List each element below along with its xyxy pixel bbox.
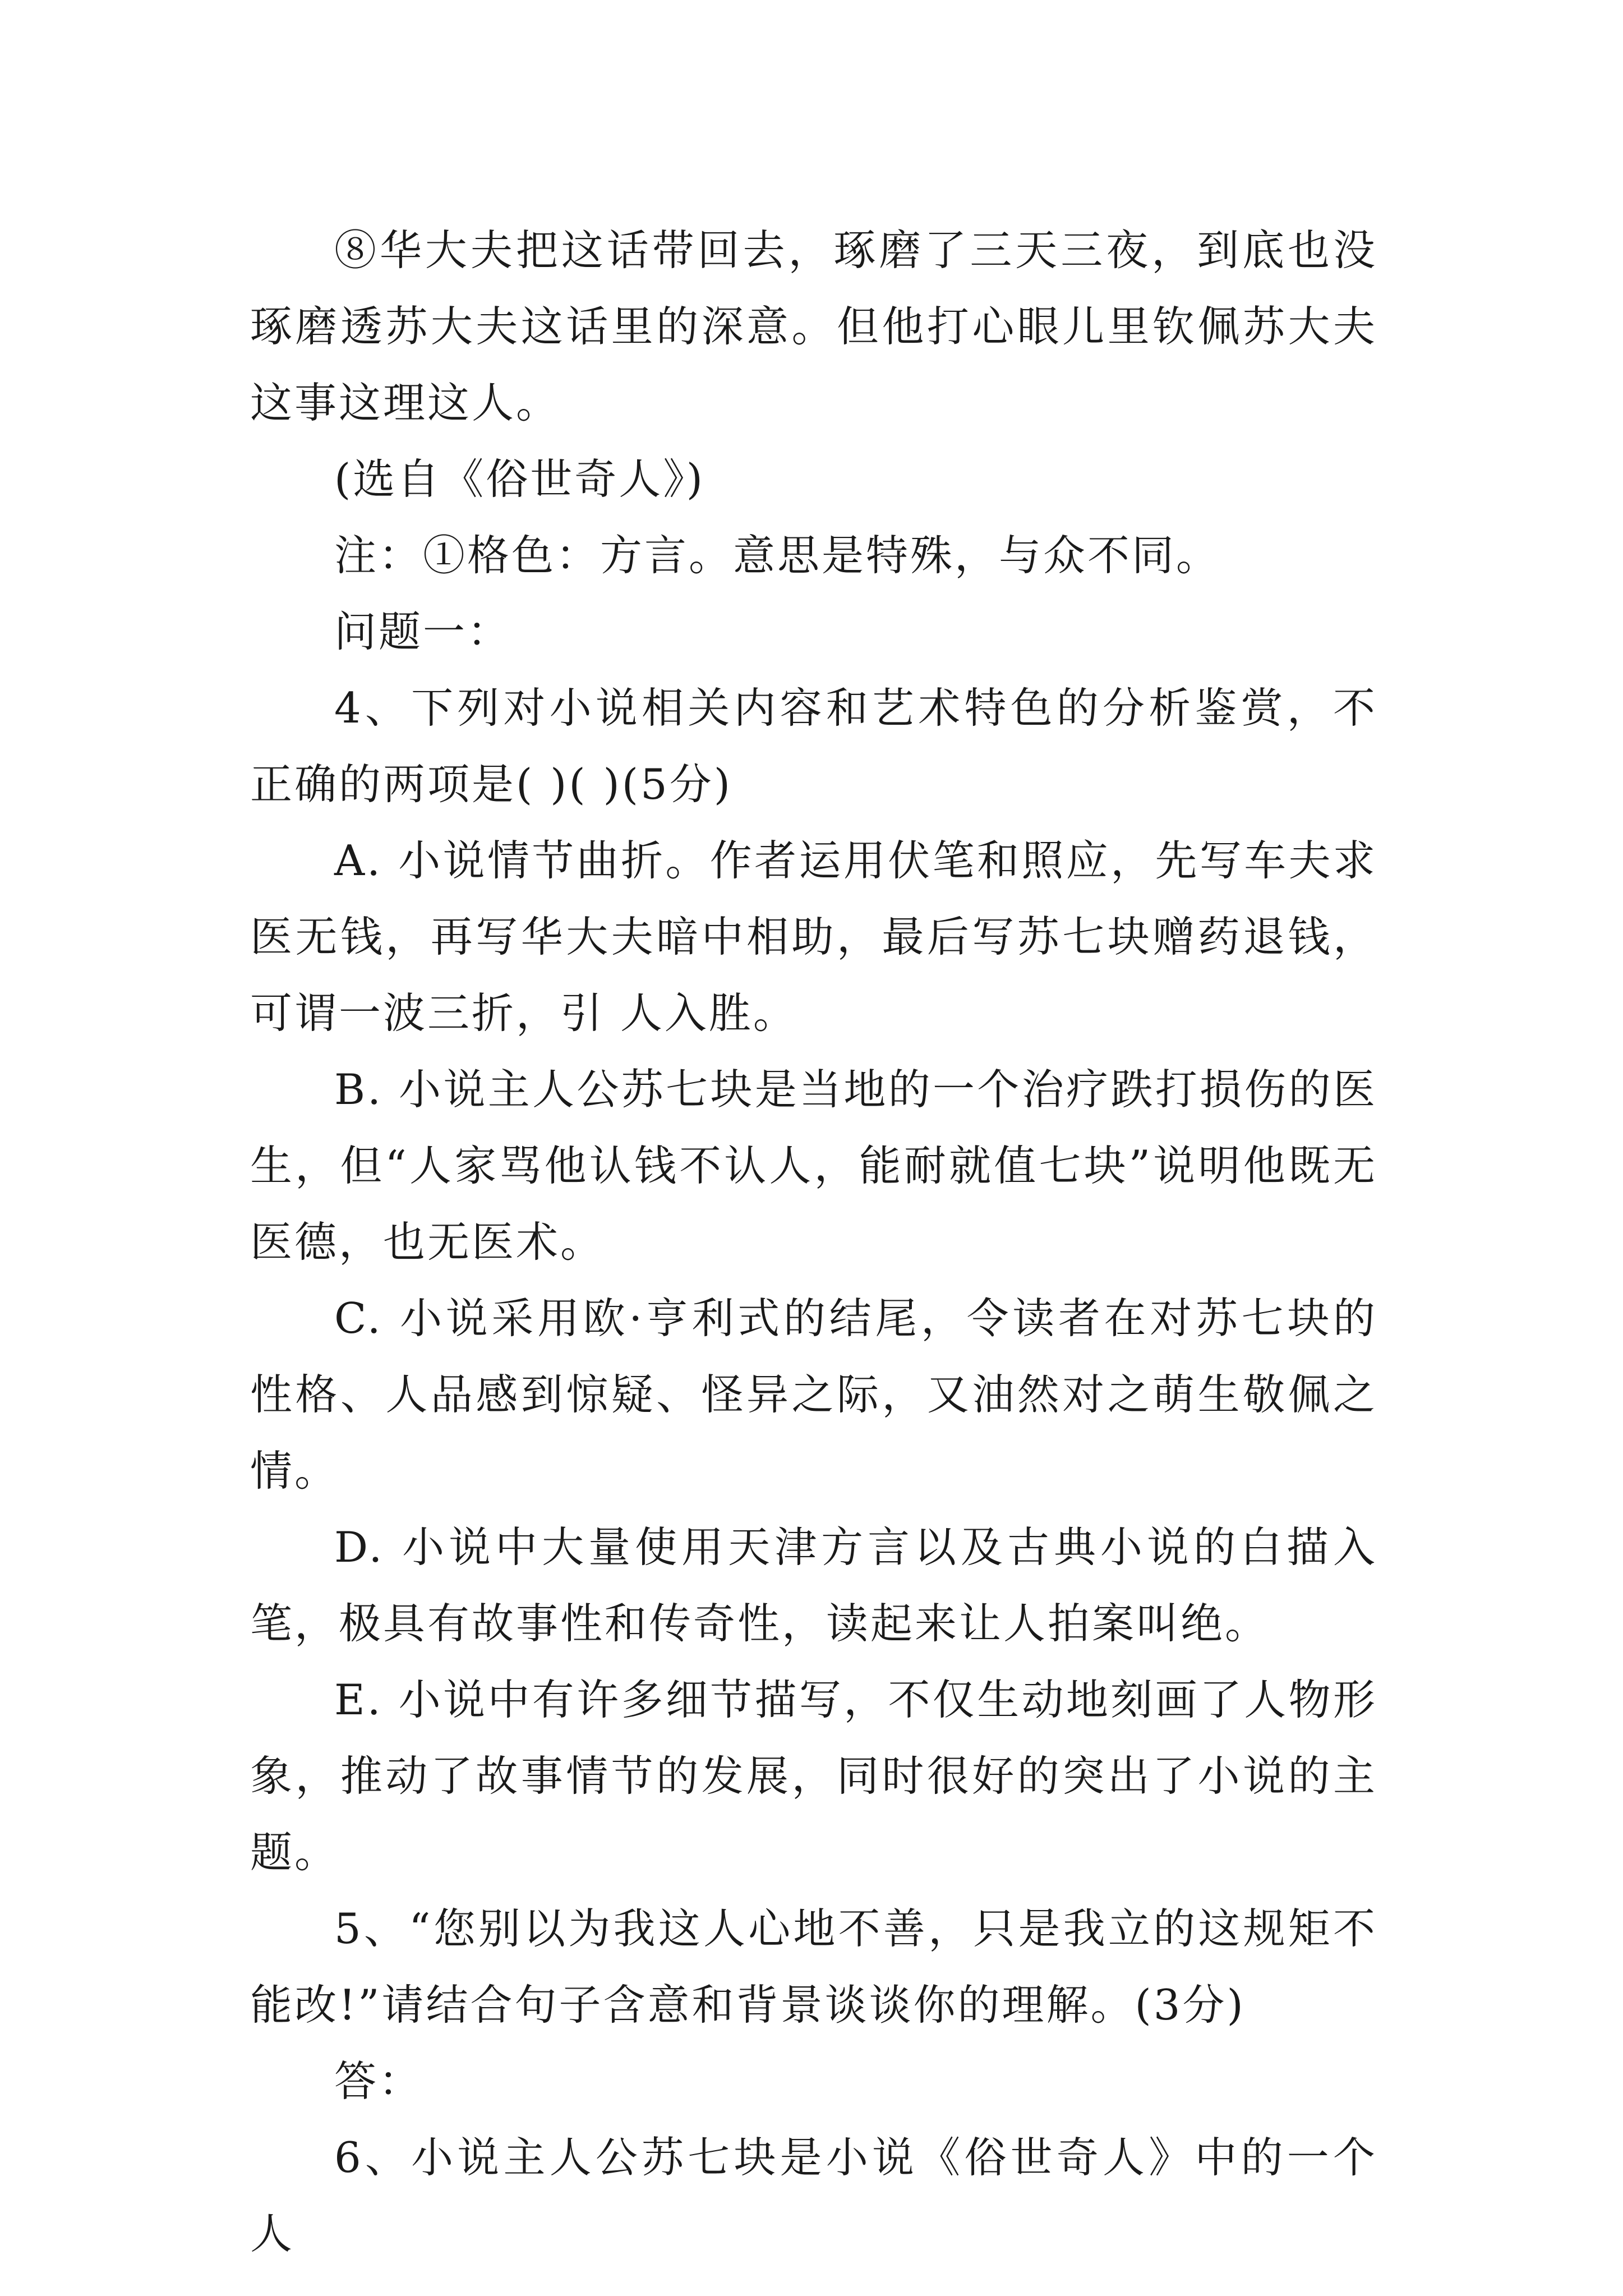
- option-a: A. 小说情节曲折。作者运用伏笔和照应，先写车夫求医无钱，再写华大夫暗中相助，最后写苏七块赠药退钱，可谓一波三折，引 人入胜。: [250, 836, 1377, 1038]
- option-e: E. 小说中有许多细节描写，不仅生动地刻画了人物形象，推动了故事情节的发展，同时很好的突出了小说的主题。: [250, 1675, 1377, 1877]
- question-4: 4、下列对小说相关内容和艺术特色的分析鉴赏，不正确的两项是( )( )(5分): [250, 683, 1377, 809]
- question-6: 6、小说主人公苏七块是小说《俗世奇人》中的一个人: [250, 2133, 1377, 2258]
- question-5: 5、“您别以为我这人心地不善，只是我立的这规矩不能改!”请结合句子含意和背景谈谈你的理解。(3分): [250, 1904, 1377, 2030]
- paragraph-note: 注：①格色：方言。意思是特殊，与众不同。: [334, 531, 1221, 580]
- option-b: B. 小说主人公苏七块是当地的一个治疗跌打损伤的医生，但“人家骂他认钱不认人，能耐就值七块”说明他既无医德，也无医术。: [250, 1065, 1377, 1267]
- answer-label: 答：: [334, 2056, 423, 2106]
- option-d: D. 小说中大量使用天津方言以及古典小说的白描入笔，极具有故事性和传奇性，读起来让人拍案叫绝。: [250, 1522, 1377, 1648]
- option-c: C. 小说采用欧·亨利式的结尾，令读者在对苏七块的性格、人品感到惊疑、怪异之际，又油然对之萌生敬佩之情。: [250, 1294, 1377, 1496]
- section-heading: 问题一：: [334, 607, 512, 656]
- paragraph-source: (选自《俗世奇人》): [334, 454, 706, 504]
- document-body: [250, 212, 1377, 2272]
- paragraph-closing-narrative: ⑧华大夫把这话带回去，琢磨了三天三夜，到底也没琢磨透苏大夫这话里的深意。但他打心眼儿里钦佩苏大夫这事这理这人。: [250, 226, 1377, 427]
